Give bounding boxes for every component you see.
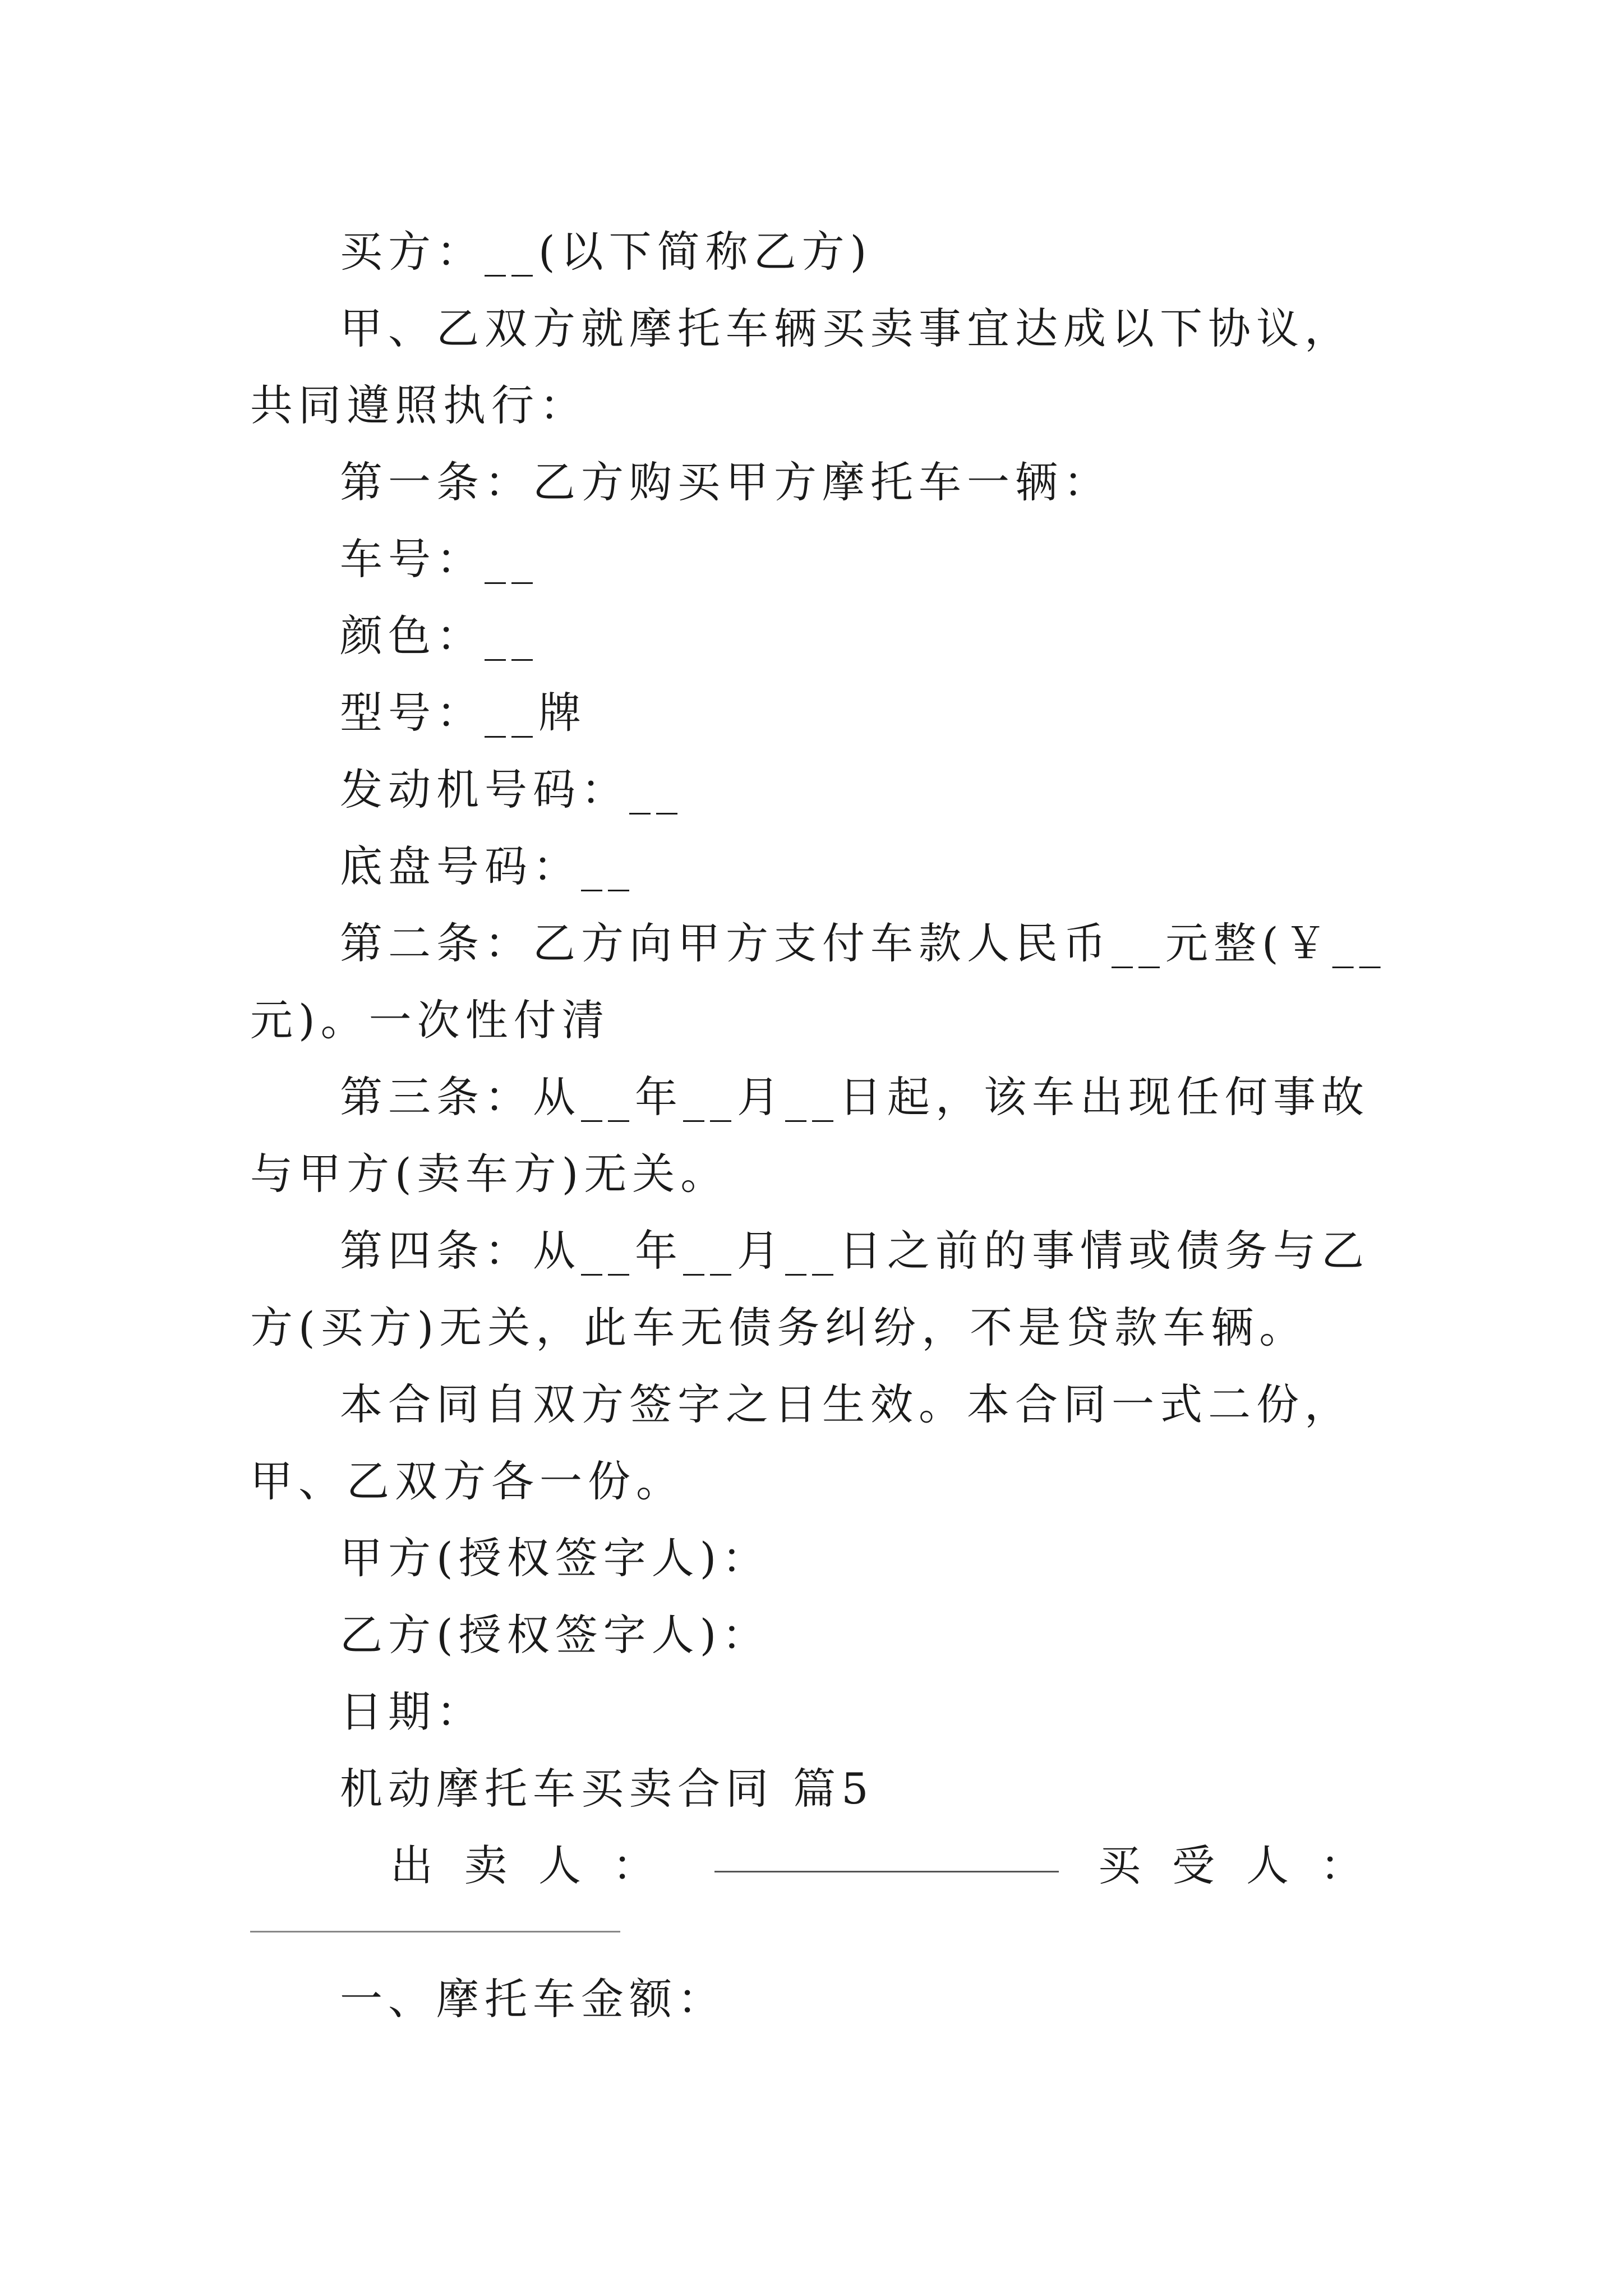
agreement-intro: 甲、乙双方就摩托车辆买卖事宜达成以下协议，共同遵照执行： [250, 303, 1353, 430]
seller-label: 出卖人： [390, 1841, 686, 1890]
buyer-label: 买受人： [1098, 1841, 1394, 1890]
article-3: 第三条：从__年__月__日起，该车出现任何事故与甲方(卖车方)无关。 [250, 1072, 1370, 1199]
article-4: 第四条：从__年__月__日之前的事情或债务与乙方(买方)无关，此车无债务纠纷，不是贷款车辆。 [250, 1226, 1370, 1352]
article-2: 第二条：乙方向甲方支付车款人民币__元整(￥__元)。一次性付清 [250, 918, 1386, 1045]
section-heading: 机动摩托车买卖合同 篇5 [340, 1764, 874, 1814]
chassis-number-line: 底盘号码：__ [340, 841, 635, 891]
color-line: 颜色：__ [340, 611, 538, 661]
buyer-line: 买方：__(以下简称乙方) [340, 227, 873, 277]
date-line: 日期： [340, 1687, 485, 1737]
plate-number-line: 车号：__ [340, 534, 538, 584]
model-line: 型号：__牌 [340, 688, 587, 738]
amount-heading: 一、摩托车金额： [340, 1974, 726, 2024]
article-1: 第一条：乙方购买甲方摩托车一辆： [340, 457, 1112, 507]
engine-number-line: 发动机号码：__ [340, 765, 683, 815]
party-a-signature: 甲方(授权签字人)： [340, 1533, 771, 1583]
seller-buyer-line [250, 1827, 1394, 1904]
effective-clause: 本合同自双方签字之日生效。本合同一式二份，甲、乙双方各一份。 [250, 1379, 1353, 1506]
seller-blank [714, 1871, 1059, 1872]
document-page [250, 213, 1394, 2037]
buyer-blank [250, 1931, 620, 1932]
party-b-signature: 乙方(授权签字人)： [340, 1610, 771, 1660]
